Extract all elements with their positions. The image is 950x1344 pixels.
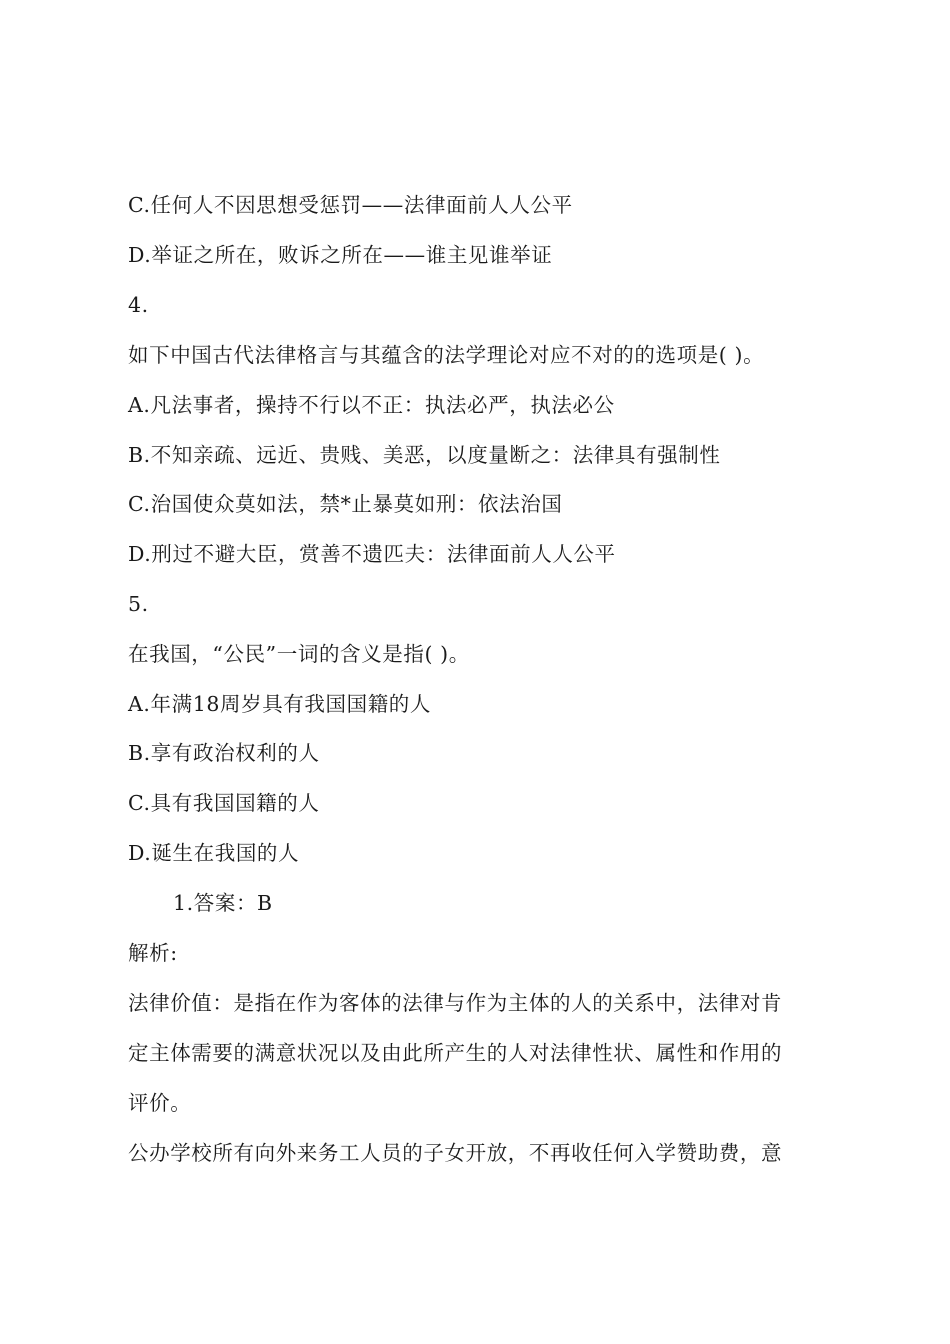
option-b-q5: B.享有政治权利的人: [128, 741, 320, 765]
question-number-4: 4.: [128, 293, 149, 317]
option-a-q4: A.凡法事者，操持不行以不正：执法必严，执法必公: [128, 393, 615, 417]
option-d-q4: D.刑过不避大臣，赏善不遗匹夫：法律面前人人公平: [128, 542, 616, 566]
analysis-paragraph-line-3: 评价。: [128, 1091, 192, 1115]
option-a-q5: A.年满18周岁具有我国国籍的人: [128, 692, 432, 716]
option-c-q3: C.任何人不因思想受惩罚——法律面前人人公平: [128, 193, 573, 217]
option-c-q5: C.具有我国国籍的人: [128, 791, 320, 815]
option-d-q5: D.诞生在我国的人: [128, 841, 300, 865]
analysis-heading: 解析:: [128, 941, 178, 965]
answer-1: 1.答案：B: [173, 891, 273, 915]
question-4-text: 如下中国古代法律格言与其蕴含的法学理论对应不对的的选项是( )。: [128, 343, 765, 367]
analysis-paragraph-2-line-1: 公办学校所有向外来务工人员的子女开放，不再收任何入学赞助费，意: [128, 1141, 783, 1165]
question-number-5: 5.: [128, 592, 149, 616]
option-c-q4: C.治国使众莫如法，禁*止暴莫如刑：依法治国: [128, 492, 563, 516]
analysis-paragraph-line-1: 法律价值：是指在作为客体的法律与作为主体的人的关系中，法律对肯: [128, 991, 783, 1015]
question-5-text: 在我国，“公民”一词的含义是指( )。: [128, 642, 470, 666]
option-d-q3: D.举证之所在，败诉之所在——谁主见谁举证: [128, 243, 553, 267]
analysis-paragraph-line-2: 定主体需要的满意状况以及由此所产生的人对法律性状、属性和作用的: [128, 1041, 783, 1065]
option-b-q4: B.不知亲疏、远近、贵贱、美恶，以度量断之：法律具有强制性: [128, 443, 721, 467]
